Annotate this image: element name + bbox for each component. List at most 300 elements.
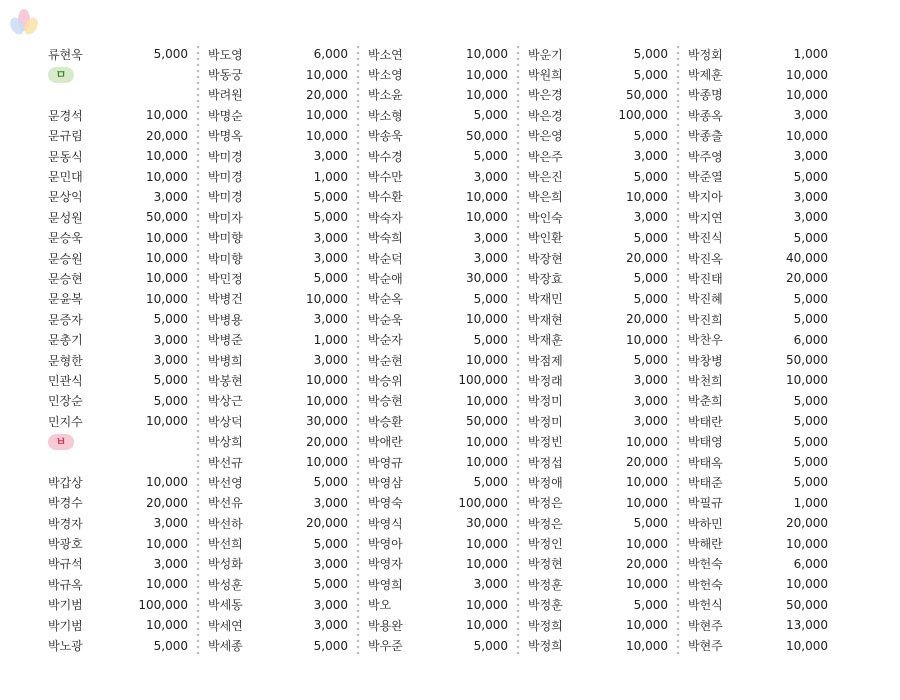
donor-row	[40, 452, 196, 472]
donor-row	[360, 472, 516, 492]
donor-name: 박소영	[368, 68, 403, 83]
donor-row	[520, 126, 676, 146]
donor-row	[520, 268, 676, 288]
donor-name: 박려원	[208, 88, 243, 103]
donor-name: 류현욱	[48, 47, 83, 62]
donor-name: 문총기	[48, 333, 83, 348]
donor-table	[40, 44, 836, 656]
donor-row	[360, 248, 516, 268]
donor-row	[40, 533, 196, 553]
donor-row	[200, 595, 356, 615]
donor-column	[40, 44, 196, 656]
donation-amount: 6,000	[793, 556, 828, 571]
donation-amount: 3,000	[793, 210, 828, 225]
donor-name: 박경수	[48, 496, 83, 511]
donor-row	[360, 595, 516, 615]
donor-row	[40, 126, 196, 146]
donor-row	[360, 268, 516, 288]
donor-name: 박미자	[208, 210, 243, 225]
donation-amount: 5,000	[633, 353, 668, 368]
donor-name: 박은경	[528, 108, 563, 123]
donor-row	[680, 105, 836, 125]
section-badge: ㅂ	[48, 434, 74, 450]
donor-name: 박태준	[688, 475, 723, 490]
donor-name: 박정빈	[528, 435, 563, 450]
donation-amount: 3,000	[153, 353, 188, 368]
donation-amount: 10,000	[466, 556, 508, 571]
donor-name: 박소연	[368, 47, 403, 62]
donor-name: 박재훈	[528, 333, 563, 348]
donation-amount: 10,000	[146, 577, 188, 592]
donor-name: 박순욱	[368, 312, 403, 327]
donor-row	[520, 615, 676, 635]
donor-name: 박선희	[208, 537, 243, 552]
donor-row	[200, 44, 356, 64]
donation-amount: 5,000	[793, 393, 828, 408]
donor-row	[360, 289, 516, 309]
donor-row	[520, 207, 676, 227]
donor-row	[680, 268, 836, 288]
donation-amount: 20,000	[626, 312, 668, 327]
donor-name: 박선규	[208, 455, 243, 470]
donation-amount: 3,000	[633, 149, 668, 164]
donor-row	[360, 350, 516, 370]
donation-amount: 10,000	[466, 455, 508, 469]
donation-amount: 5,000	[473, 638, 508, 653]
donor-name: 박미경	[208, 149, 243, 164]
donor-row	[680, 431, 836, 451]
donor-row	[200, 391, 356, 411]
donation-amount: 10,000	[626, 638, 668, 653]
donation-amount: 3,000	[633, 414, 668, 429]
donor-row	[360, 411, 516, 431]
donation-amount: 10,000	[146, 475, 188, 490]
donation-amount: 5,000	[153, 47, 188, 62]
donor-name: 박순애	[368, 271, 403, 286]
donor-name: 박운기	[528, 47, 563, 62]
donor-name: 박순옥	[368, 292, 403, 307]
donor-name: 박봉현	[208, 373, 243, 388]
donation-amount: 10,000	[466, 312, 508, 327]
donor-name: 박점제	[528, 353, 563, 368]
donor-name: 박인숙	[528, 210, 563, 225]
donation-amount: 3,000	[153, 332, 188, 347]
donor-row	[680, 166, 836, 186]
donation-amount: 5,000	[473, 291, 508, 306]
donor-row	[520, 309, 676, 329]
donor-row	[360, 309, 516, 329]
donor-row	[40, 513, 196, 533]
donor-row	[360, 105, 516, 125]
donor-name: 문경석	[48, 108, 83, 123]
donor-name: 박지연	[688, 210, 723, 225]
donor-name: 박순현	[368, 353, 403, 368]
donor-row	[520, 105, 676, 125]
donor-name: 박정인	[528, 537, 563, 552]
donor-row	[360, 85, 516, 105]
donor-name: 박정희	[528, 639, 563, 654]
donation-amount: 5,000	[633, 230, 668, 245]
donor-name: 박종출	[688, 129, 723, 144]
donor-name: 박천희	[688, 373, 723, 388]
donor-name: 박헌숙	[688, 577, 723, 592]
donor-name: 박정애	[528, 475, 563, 490]
donor-row	[520, 391, 676, 411]
donation-amount: 20,000	[306, 516, 348, 531]
donor-row	[520, 187, 676, 207]
donation-amount: 1,000	[793, 47, 828, 62]
donor-name: 박진식	[688, 231, 723, 246]
donation-amount: 1,000	[793, 495, 828, 510]
donation-amount: 10,000	[466, 189, 508, 204]
donor-row	[520, 411, 676, 431]
donor-name: 박민정	[208, 271, 243, 286]
donation-amount: 50,000	[786, 597, 828, 612]
donor-name: 박미향	[208, 251, 243, 266]
donor-name: 박도영	[208, 47, 243, 62]
donor-name: 박세연	[208, 618, 243, 633]
donor-name: 박정은	[528, 496, 563, 511]
donor-row	[200, 350, 356, 370]
donation-amount: 20,000	[626, 251, 668, 266]
donor-row	[40, 615, 196, 635]
donor-row	[520, 595, 676, 615]
donor-name: 박헌숙	[688, 557, 723, 572]
donation-amount: 5,000	[793, 169, 828, 184]
donor-row	[200, 411, 356, 431]
donation-amount: 10,000	[786, 67, 828, 82]
donation-amount: 50,000	[786, 353, 828, 368]
donor-name: 박숙자	[368, 210, 403, 225]
donation-amount: 3,000	[633, 393, 668, 408]
donor-row	[680, 329, 836, 349]
donor-name: 박정은	[528, 516, 563, 531]
donor-row	[680, 554, 836, 574]
donor-name: 박은영	[528, 129, 563, 144]
donation-amount: 3,000	[313, 230, 348, 245]
donation-amount: 5,000	[473, 108, 508, 123]
donation-amount: 5,000	[473, 475, 508, 490]
donation-amount: 10,000	[466, 353, 508, 368]
donation-amount: 1,000	[313, 169, 348, 184]
donor-row	[360, 166, 516, 186]
donor-row	[200, 289, 356, 309]
donor-row	[680, 85, 836, 105]
donation-amount: 10,000	[786, 638, 828, 653]
donor-name: 민관식	[48, 373, 83, 388]
donor-row	[520, 44, 676, 64]
donor-name: 박세종	[208, 639, 243, 654]
donor-row	[680, 391, 836, 411]
donation-amount: 10,000	[146, 149, 188, 164]
donation-amount: 5,000	[153, 638, 188, 653]
donation-amount: 3,000	[633, 210, 668, 225]
donor-name: 박진태	[688, 271, 723, 286]
donor-row	[680, 493, 836, 513]
donor-row	[360, 554, 516, 574]
donation-amount: 5,000	[793, 475, 828, 490]
donation-amount: 3,000	[793, 108, 828, 123]
donor-name: 박순자	[368, 333, 403, 348]
donor-name: 박현주	[688, 639, 723, 654]
donor-name: 박정희	[528, 618, 563, 633]
donor-name: 박정래	[528, 373, 563, 388]
donor-row	[200, 105, 356, 125]
donation-amount: 3,000	[473, 230, 508, 245]
donor-row	[200, 574, 356, 594]
donor-row	[360, 635, 516, 655]
donor-row	[40, 391, 196, 411]
donor-row	[360, 44, 516, 64]
donor-row	[200, 431, 356, 451]
donor-name: 박소윤	[368, 88, 403, 103]
donation-amount: 10,000	[626, 618, 668, 633]
donation-amount: 5,000	[633, 597, 668, 612]
donation-amount: 3,000	[153, 189, 188, 204]
donation-amount: 3,000	[473, 169, 508, 184]
donation-amount: 20,000	[786, 516, 828, 531]
donor-row	[40, 268, 196, 288]
donor-row	[40, 472, 196, 492]
donation-amount: 20,000	[146, 128, 188, 143]
donor-name: 박영식	[368, 516, 403, 531]
donor-row	[520, 350, 676, 370]
donor-name: 박태영	[688, 435, 723, 450]
donor-name: 박해란	[688, 537, 723, 552]
donor-row	[40, 228, 196, 248]
donation-amount: 10,000	[786, 536, 828, 551]
donor-row	[360, 329, 516, 349]
donor-name: 박소형	[368, 108, 403, 123]
donor-row	[200, 513, 356, 533]
donation-amount: 5,000	[793, 312, 828, 327]
donation-amount: 5,000	[313, 210, 348, 225]
donor-row	[40, 166, 196, 186]
donor-row	[360, 431, 516, 451]
donation-amount: 10,000	[306, 67, 348, 82]
donation-amount: 10,000	[306, 108, 348, 123]
donation-amount: 3,000	[633, 373, 668, 388]
donation-amount: 20,000	[626, 556, 668, 571]
donation-amount: 20,000	[146, 495, 188, 510]
donor-name: 박영희	[368, 577, 403, 592]
donor-name: 박성훈	[208, 577, 243, 592]
donation-amount: 10,000	[306, 291, 348, 306]
donor-row	[680, 595, 836, 615]
donation-amount: 3,000	[313, 597, 348, 612]
donor-name: 박기범	[48, 598, 83, 613]
donor-row	[40, 309, 196, 329]
donor-row	[520, 166, 676, 186]
donor-row	[360, 493, 516, 513]
donor-row	[200, 493, 356, 513]
donation-amount: 10,000	[146, 414, 188, 429]
donor-row	[200, 615, 356, 635]
donor-name: 박승현	[368, 394, 403, 409]
donor-name: 박영아	[368, 537, 403, 552]
donor-row	[360, 513, 516, 533]
section-badge: ㅁ	[48, 67, 74, 83]
donor-row	[200, 166, 356, 186]
donor-name: 박세동	[208, 598, 243, 613]
donation-amount: 3,000	[313, 618, 348, 633]
donor-name: 박지아	[688, 190, 723, 205]
donor-name: 박승환	[368, 414, 403, 429]
donor-column	[680, 44, 836, 656]
donor-name: 문승현	[48, 271, 83, 286]
donation-amount: 10,000	[146, 618, 188, 633]
donor-name: 문동식	[48, 149, 83, 164]
donation-amount: 20,000	[306, 434, 348, 449]
donation-amount: 50,000	[466, 414, 508, 429]
donor-name: 박선영	[208, 475, 243, 490]
donation-amount: 3,000	[313, 149, 348, 164]
donation-amount: 10,000	[466, 67, 508, 82]
donation-amount: 10,000	[466, 597, 508, 612]
donation-amount: 1,000	[313, 332, 348, 347]
donor-name: 박하민	[688, 516, 723, 531]
donor-name: 박애란	[368, 435, 403, 450]
donor-row	[40, 493, 196, 513]
donation-amount: 3,000	[313, 556, 348, 571]
donation-amount: 3,000	[153, 556, 188, 571]
donor-row	[360, 64, 516, 84]
donation-amount: 10,000	[626, 536, 668, 551]
donation-amount: 10,000	[306, 393, 348, 408]
donation-amount: 10,000	[146, 230, 188, 245]
donor-name: 박진혜	[688, 292, 723, 307]
donor-name: 박수경	[368, 149, 403, 164]
donor-name: 박명옥	[208, 129, 243, 144]
donor-row	[360, 207, 516, 227]
donor-name: 문증자	[48, 312, 83, 327]
donation-amount: 10,000	[466, 87, 508, 102]
donor-name: 박병준	[208, 333, 243, 348]
donation-amount: 10,000	[146, 536, 188, 551]
donor-name: 박오	[368, 598, 392, 613]
donor-row	[520, 289, 676, 309]
donor-row	[40, 574, 196, 594]
donor-name: 박재민	[528, 292, 563, 307]
donor-row	[40, 635, 196, 655]
donor-row	[680, 472, 836, 492]
donor-row	[520, 635, 676, 655]
donor-name: 문상익	[48, 190, 83, 205]
donation-amount: 10,000	[306, 128, 348, 143]
donor-name: 박은희	[528, 190, 563, 205]
donor-row	[520, 472, 676, 492]
donor-row	[360, 187, 516, 207]
donor-name: 문민대	[48, 170, 83, 185]
donor-name: 박은주	[528, 149, 563, 164]
donation-amount: 10,000	[146, 108, 188, 123]
donor-row	[40, 187, 196, 207]
donor-name: 박은경	[528, 88, 563, 103]
donor-row	[200, 248, 356, 268]
donation-amount: 5,000	[633, 271, 668, 286]
donation-amount: 100,000	[138, 597, 188, 612]
donor-row	[680, 513, 836, 533]
donor-row	[520, 452, 676, 472]
donor-row	[360, 615, 516, 635]
donor-name: 박영자	[368, 557, 403, 572]
donation-amount: 5,000	[633, 516, 668, 531]
donation-amount: 5,000	[793, 455, 828, 469]
donor-name: 박상덕	[208, 414, 243, 429]
donor-row	[40, 350, 196, 370]
donation-amount: 5,000	[633, 169, 668, 184]
donation-amount: 5,000	[633, 128, 668, 143]
donation-amount: 20,000	[786, 271, 828, 286]
donor-row	[200, 268, 356, 288]
donor-row	[520, 370, 676, 390]
donor-name: 박태란	[688, 414, 723, 429]
donation-amount: 10,000	[466, 434, 508, 449]
donor-name: 문윤복	[48, 292, 83, 307]
donation-amount: 10,000	[466, 536, 508, 551]
donor-name: 박찬우	[688, 333, 723, 348]
donor-row	[200, 329, 356, 349]
donation-amount: 5,000	[793, 434, 828, 449]
donation-amount: 5,000	[473, 149, 508, 164]
donor-row	[520, 574, 676, 594]
donation-amount: 10,000	[786, 128, 828, 143]
donor-name: 박진옥	[688, 251, 723, 266]
donor-name: 박병건	[208, 292, 243, 307]
donation-amount: 30,000	[306, 414, 348, 429]
donor-row	[200, 635, 356, 655]
donor-row	[680, 289, 836, 309]
donor-name: 박경자	[48, 516, 83, 531]
donor-row	[200, 309, 356, 329]
donor-row	[520, 329, 676, 349]
donor-name: 박준열	[688, 170, 723, 185]
donation-amount: 20,000	[626, 455, 668, 469]
donor-row	[680, 533, 836, 553]
donor-name: 박선유	[208, 496, 243, 511]
donation-amount: 5,000	[313, 536, 348, 551]
donor-name: 박동궁	[208, 68, 243, 83]
donor-row	[40, 85, 196, 105]
donor-name: 박용완	[368, 618, 403, 633]
donor-row	[360, 146, 516, 166]
donor-name: 박종옥	[688, 108, 723, 123]
donor-row	[200, 228, 356, 248]
donor-row	[520, 85, 676, 105]
donor-row	[200, 370, 356, 390]
donation-amount: 30,000	[466, 271, 508, 286]
donor-row	[680, 350, 836, 370]
donation-amount: 5,000	[313, 271, 348, 286]
donor-name: 박병용	[208, 312, 243, 327]
donation-amount: 5,000	[633, 291, 668, 306]
donor-name: 박정훈	[528, 598, 563, 613]
donor-row	[520, 248, 676, 268]
donor-row	[680, 187, 836, 207]
donation-amount: 10,000	[146, 169, 188, 184]
donor-name: 박진희	[688, 312, 723, 327]
donor-name: 박필규	[688, 496, 723, 511]
donor-name: 박주영	[688, 149, 723, 164]
donor-name: 박인환	[528, 231, 563, 246]
donor-name: 민지수	[48, 414, 83, 429]
donation-amount: 3,000	[313, 312, 348, 327]
donation-amount: 10,000	[146, 251, 188, 266]
donor-name: 박창병	[688, 353, 723, 368]
donation-amount: 10,000	[626, 332, 668, 347]
donation-amount: 6,000	[793, 332, 828, 347]
donor-row	[680, 370, 836, 390]
